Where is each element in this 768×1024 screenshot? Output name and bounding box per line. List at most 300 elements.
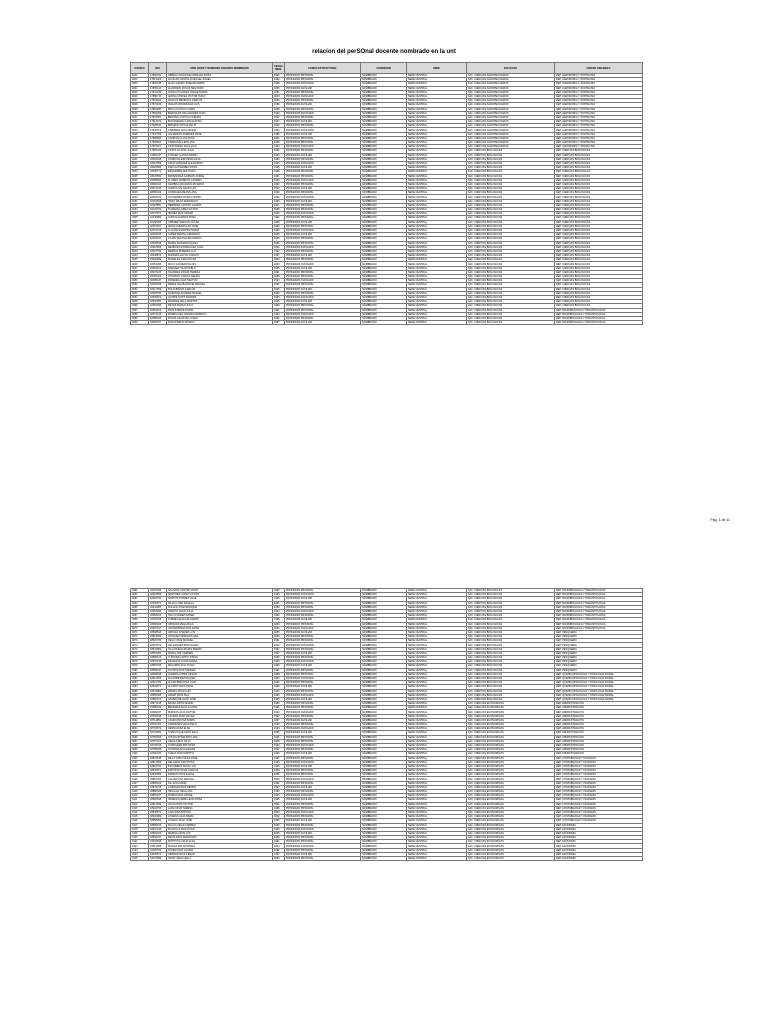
table-cell: 1988	[273, 141, 285, 145]
table-cell: 0072	[131, 635, 149, 639]
table-cell: PROFESOR PRINCIPAL	[285, 141, 361, 145]
table-cell: NOMBRADO	[361, 656, 407, 660]
table-cell: FAC. CIENCIAS AGROPECUARIAS	[467, 78, 555, 82]
table-cell: PROFESOR PRINCIPAL	[285, 270, 361, 274]
table-cell: PROFESOR ASOCIADO	[285, 178, 361, 182]
table-cell: 1993	[273, 228, 285, 232]
table-cell: DEP. ECONOMIA	[555, 848, 643, 852]
table-cell: FAC. CIENCIAS BIOLOGICAS	[467, 237, 555, 241]
table-cell: NOMBRADO	[361, 614, 407, 618]
table-cell: 0120	[131, 836, 149, 840]
table-cell: SEDE CENTRAL	[407, 781, 467, 785]
table-cell: NOMBRADO	[361, 785, 407, 789]
table-cell: 18587326	[149, 664, 167, 668]
page-number: Pag. 1 de 11	[710, 518, 730, 522]
table-cell: DEP. ECONOMIA	[555, 836, 643, 840]
table-cell: HUAMAN LOPEZ VICTOR	[167, 208, 273, 212]
table-cell: 18609548	[149, 672, 167, 676]
table-cell: 18733871	[149, 727, 167, 731]
table-cell: NOMBRADO	[361, 132, 407, 136]
table-cell: PROFESOR PRINCIPAL	[285, 802, 361, 806]
table-cell: SEDE CENTRAL	[407, 90, 467, 94]
table-cell: 18610659	[149, 676, 167, 680]
table-cell: 1989	[273, 170, 285, 174]
table-cell: DEP. MICROBIOLOGIA Y PARASITOLOGIA	[555, 312, 643, 316]
table-cell: PROFESOR PRINCIPAL	[285, 672, 361, 676]
table-cell: 1995	[273, 233, 285, 237]
table-cell: 17969904	[149, 141, 167, 145]
table-cell: 0065	[131, 605, 149, 609]
table-cell: NOMBRADO	[361, 790, 407, 794]
table-cell: 18621760	[149, 681, 167, 685]
table-cell: AZABACHE LEON JOSE	[167, 697, 273, 701]
table-cell: 0060	[131, 321, 149, 325]
table-cell: 0102	[131, 760, 149, 764]
table-cell: PROFESOR PRINCIPAL	[285, 258, 361, 262]
table-cell: NOMBRADO	[361, 777, 407, 781]
table-cell: DEP. CIENCIAS BIOLOGICAS	[555, 287, 643, 291]
table-cell: PROFESOR PRINCIPAL	[285, 216, 361, 220]
table-cell: 0122	[131, 844, 149, 848]
table-cell: 1992	[273, 647, 285, 651]
table-cell: 0037	[131, 224, 149, 228]
table-cell: DEP. CIENCIAS BIOLOGICAS	[555, 245, 643, 249]
table-cell: NOMBRADO	[361, 647, 407, 651]
table-cell: SEDE CENTRAL	[407, 228, 467, 232]
table-cell: VELASQUEZ RIOS ELENA	[167, 643, 273, 647]
table-cell: SEDE CENTRAL	[407, 760, 467, 764]
table-cell: NOMBRADO	[361, 212, 407, 216]
table-cell: 0045	[131, 258, 149, 262]
table-cell: FAC. CIENCIAS ECONOMICAS	[467, 819, 555, 823]
table-cell: 1990	[273, 258, 285, 262]
table-cell: GARCIA SALAZAR LUIS	[167, 187, 273, 191]
table-cell: NOMBRADO	[361, 806, 407, 810]
table-cell: SEDE CENTRAL	[407, 609, 467, 613]
table-cell: 18047882	[149, 174, 167, 178]
table-cell: FAC. CIENCIAS BIOLOGICAS	[467, 651, 555, 655]
table-cell: 1990	[273, 823, 285, 827]
table-cell: PROFESOR ASOCIADO	[285, 195, 361, 199]
table-cell: 0013	[131, 124, 149, 128]
table-cell: 17881190	[149, 107, 167, 111]
table-cell: 1989	[273, 237, 285, 241]
table-cell: FAC. CIENCIAS BIOLOGICAS	[467, 589, 555, 593]
table-cell: 18082326	[149, 191, 167, 195]
table-cell: 18036771	[149, 170, 167, 174]
table-cell: PROFESOR PRINCIPAL	[285, 714, 361, 718]
table-cell: DEP. CIENCIAS BIOLOGICAS	[555, 199, 643, 203]
table-cell: SEDE CENTRAL	[407, 224, 467, 228]
table-cell: PROFESOR PRINCIPAL	[285, 170, 361, 174]
table-cell: 1995	[273, 86, 285, 90]
table-cell: FAC. CIENCIAS AGROPECUARIAS	[467, 90, 555, 94]
table-cell: SEDE CENTRAL	[407, 316, 467, 320]
table-cell: 18441982	[149, 605, 167, 609]
table-cell: FAC. CIENCIAS BIOLOGICAS	[467, 668, 555, 672]
table-cell: NOMBRADO	[361, 187, 407, 191]
table-cell: 0104	[131, 769, 149, 773]
table-cell: 18251093	[149, 262, 167, 266]
table-cell: DEP. ECONOMIA	[555, 844, 643, 848]
table-cell: TELLO PEREZ DANIEL	[167, 614, 273, 618]
table-cell: NOMBRADO	[361, 697, 407, 701]
table-cell: FAC. CIENCIAS BIOLOGICAS	[467, 676, 555, 680]
table-cell: 18935871	[149, 810, 167, 814]
table-cell: 18756093	[149, 735, 167, 739]
table-cell: 18992437	[149, 836, 167, 840]
table-cell: 18801548	[149, 756, 167, 760]
table-cell: FAC. CIENCIAS BIOLOGICAS	[467, 685, 555, 689]
table-cell: 0046	[131, 262, 149, 266]
table-cell: 17835124	[149, 86, 167, 90]
table-cell: NOMBRADO	[361, 676, 407, 680]
table-cell: ACOSTA RUIZ SANDRA	[167, 668, 273, 672]
table-cell: ESPINOZA RIOS CARLOS	[167, 769, 273, 773]
table-cell: DEP. CIENCIAS BIOLOGICAS	[555, 300, 643, 304]
table-cell: PROFESOR ASOCIADO	[285, 161, 361, 165]
table-cell: 1997	[273, 852, 285, 856]
table-cell: NOMBRADO	[361, 798, 407, 802]
table-cell: 0079	[131, 664, 149, 668]
table-cell: SEDE CENTRAL	[407, 794, 467, 798]
table-cell: FAC. CIENCIAS ECONOMICAS	[467, 836, 555, 840]
table-cell: NOMBRADO	[361, 111, 407, 115]
table-cell: PROFESOR AUXILIAR	[285, 266, 361, 270]
table-cell: NOMBRADO	[361, 668, 407, 672]
table-cell: CRUZ VASQUEZ ALEJANDRO	[167, 161, 273, 165]
table-cell: BRICEÑO ROJAS FELIX	[167, 124, 273, 128]
table-cell: 0083	[131, 681, 149, 685]
table-cell: 18880326	[149, 790, 167, 794]
table-cell: NOMBRADO	[361, 266, 407, 270]
table-cell: 17936671	[149, 128, 167, 132]
table-cell: NOMBRADO	[361, 228, 407, 232]
table-cell: FAC. CIENCIAS BIOLOGICAS	[467, 681, 555, 685]
table-cell: DEP. QUIMICA BIOLOGICA Y FISIOLOGIA ANIMAL	[555, 681, 643, 685]
table-cell: DEP. CIENCIAS BIOLOGICAS	[555, 224, 643, 228]
table-cell: AGREDA LOPEZ CESAR	[167, 672, 273, 676]
table-cell: 1994	[273, 743, 285, 747]
table-cell: 1990	[273, 157, 285, 161]
table-cell: DEP. CIENCIAS BIOLOGICAS	[555, 174, 643, 178]
table-cell: 0063	[131, 597, 149, 601]
table-cell: 1989	[273, 836, 285, 840]
table-cell: 18823760	[149, 764, 167, 768]
table-cell: FAC. CIENCIAS BIOLOGICAS	[467, 254, 555, 258]
table-cell: PROFESOR ASOCIADO	[285, 643, 361, 647]
table-cell: FAC. CIENCIAS BIOLOGICAS	[467, 241, 555, 245]
table-cell: PROFESOR PRINCIPAL	[285, 635, 361, 639]
table-cell: 1995	[273, 300, 285, 304]
table-cell: NOMBRADO	[361, 848, 407, 852]
table-cell: FAC. CIENCIAS ECONOMICAS	[467, 735, 555, 739]
table-cell: 18722760	[149, 723, 167, 727]
table-cell: 0010	[131, 111, 149, 115]
table-cell: DEP. CIENCIAS BIOLOGICAS	[555, 258, 643, 262]
table-cell: DEP. PESQUERIA	[555, 660, 643, 664]
table-cell: SEDE CENTRAL	[407, 819, 467, 823]
table-cell: PROFESOR ASOCIADO	[285, 82, 361, 86]
table-cell: SEDE CENTRAL	[407, 254, 467, 258]
table-cell: DEP. PESQUERIA	[555, 651, 643, 655]
table-cell: FAC. CIENCIAS BIOLOGICAS	[467, 233, 555, 237]
table-cell: 1993	[273, 94, 285, 98]
table-cell: NOMBRADO	[361, 270, 407, 274]
table-cell: SEDE CENTRAL	[407, 149, 467, 153]
table-cell: 17903381	[149, 115, 167, 119]
table-cell: 0113	[131, 806, 149, 810]
table-cell: PROFESOR PRINCIPAL	[285, 605, 361, 609]
table-cell: 1996	[273, 287, 285, 291]
table-cell: 1991	[273, 241, 285, 245]
table-cell: DEP. MICROBIOLOGIA Y PARASITOLOGIA	[555, 597, 643, 601]
table-cell: DEP. AGRONOMIA Y ZOOTECNIA	[555, 74, 643, 78]
table-cell: 1989	[273, 769, 285, 773]
table-cell: MALCA VEGA CARMEN	[167, 823, 273, 827]
table-cell: PROFESOR ASOCIADO	[285, 245, 361, 249]
table-cell: NOMBRADO	[361, 258, 407, 262]
table-cell: NOMBRADO	[361, 275, 407, 279]
column-header: CONDICION	[361, 63, 407, 74]
table-cell: DEP. CIENCIAS BIOLOGICAS	[555, 161, 643, 165]
table-cell: DEP. ECONOMIA	[555, 840, 643, 844]
table-cell: 18519659	[149, 635, 167, 639]
table-cell: SEDE CENTRAL	[407, 195, 467, 199]
table-cell: SEDE CENTRAL	[407, 769, 467, 773]
table-cell: FAC. CIENCIAS AGROPECUARIAS	[467, 103, 555, 107]
table-cell: FAC. CIENCIAS AGROPECUARIAS	[467, 128, 555, 132]
table-cell: DEP. ECONOMIA	[555, 831, 643, 835]
table-cell: DEP. MICROBIOLOGIA Y PARASITOLOGIA	[555, 605, 643, 609]
table-cell: PROFESOR AUXILIAR	[285, 785, 361, 789]
table-cell: SEDE CENTRAL	[407, 823, 467, 827]
table-cell: PROFESOR PRINCIPAL	[285, 756, 361, 760]
table-cell: 1991	[273, 735, 285, 739]
table-cell: GUEVARA RUIZ PEDRO	[167, 785, 273, 789]
table-cell: 1994	[273, 178, 285, 182]
table-cell: HARO MEJIA FERNANDO	[167, 199, 273, 203]
table-cell: 1995	[273, 266, 285, 270]
table-cell: LOPEZ MEDINA ARMANDO	[167, 233, 273, 237]
table-cell: PROFESOR AUXILIAR	[285, 819, 361, 823]
table-cell: FAC. CIENCIAS BIOLOGICAS	[467, 279, 555, 283]
table-cell: FAC. CIENCIAS BIOLOGICAS	[467, 639, 555, 643]
table-cell: NOMBRADO	[361, 769, 407, 773]
table-cell: PROFESOR AUXILIAR	[285, 187, 361, 191]
table-cell: REYES BAZAN JULIO	[167, 304, 273, 308]
table-cell: FAC. CIENCIAS ECONOMICAS	[467, 848, 555, 852]
table-cell: 1996	[273, 103, 285, 107]
table-cell: DEP. CONTABILIDAD Y FINANZAS	[555, 790, 643, 794]
table-cell: 0047	[131, 266, 149, 270]
table-cell: SEDE CENTRAL	[407, 614, 467, 618]
table-cell: NOMBRADO	[361, 739, 407, 743]
table-cell: SEDE CENTRAL	[407, 145, 467, 149]
table-cell: 0041	[131, 241, 149, 245]
table-cell: FAC. CIENCIAS BIOLOGICAS	[467, 161, 555, 165]
table-cell: 1989	[273, 635, 285, 639]
table-cell: FAC. CIENCIAS ECONOMICAS	[467, 857, 555, 861]
table-cell: 0044	[131, 254, 149, 258]
table-cell: 18172215	[149, 228, 167, 232]
table-cell: 1996	[273, 819, 285, 823]
table-cell: FAC. CIENCIAS BIOLOGICAS	[467, 316, 555, 320]
table-cell: ESQUERRE PAZ HUGO	[167, 170, 273, 174]
table-cell: PEREZ AZAHUANCHE MANUEL	[167, 283, 273, 287]
table-cell: VARGAS CHAVEZ LUIS	[167, 630, 273, 634]
table-cell: 18003448	[149, 157, 167, 161]
table-cell: 1996	[273, 752, 285, 756]
table-cell: NOMBRADO	[361, 781, 407, 785]
table-cell: PROFESOR PRINCIPAL	[285, 275, 361, 279]
table-cell: NOMBRADO	[361, 195, 407, 199]
table-cell: PROFESOR PRINCIPAL	[285, 78, 361, 82]
table-cell: 18677215	[149, 702, 167, 706]
table-cell: NOMBRADO	[361, 752, 407, 756]
table-cell: 18339871	[149, 295, 167, 299]
table-cell: PROFESOR AUXILIAR	[285, 831, 361, 835]
table-cell: 0103	[131, 764, 149, 768]
table-cell: ARANA CHAVEZ VICTOR HUGO	[167, 94, 273, 98]
table-cell: ALVA LAZARO JOSE EDUARDO	[167, 82, 273, 86]
table-cell: FAC. CIENCIAS BIOLOGICAS	[467, 295, 555, 299]
table-cell: 0050	[131, 279, 149, 283]
table-cell: JIMENEZ VARGAS OSCAR	[167, 220, 273, 224]
table-cell: 18767104	[149, 739, 167, 743]
table-cell: NOMBRADO	[361, 630, 407, 634]
table-cell: 1994	[273, 145, 285, 149]
table-cell: PROFESOR AUXILIAR	[285, 120, 361, 124]
table-cell: PROFESOR ASOCIADO	[285, 279, 361, 283]
table-cell: 0078	[131, 660, 149, 664]
table-cell: 1995	[273, 199, 285, 203]
table-cell: NOMBRADO	[361, 203, 407, 207]
table-cell: SEDE CENTRAL	[407, 99, 467, 103]
table-cell: PROFESOR PRINCIPAL	[285, 124, 361, 128]
table-cell: NOMBRADO	[361, 321, 407, 325]
table-cell: PROFESOR PRINCIPAL	[285, 241, 361, 245]
table-cell: NOMBRADO	[361, 760, 407, 764]
table-cell: SEDE CENTRAL	[407, 844, 467, 848]
table-cell: NOMBRADO	[361, 660, 407, 664]
table-cell: 18958093	[149, 819, 167, 823]
table-cell: NOMBRADO	[361, 94, 407, 98]
table-cell: SEDE CENTRAL	[407, 777, 467, 781]
table-cell: 18205548	[149, 241, 167, 245]
table-cell: 18183326	[149, 233, 167, 237]
table-cell: 1996	[273, 220, 285, 224]
table-cell: PROFESOR ASOCIADO	[285, 609, 361, 613]
table-cell: 0031	[131, 199, 149, 203]
table-cell: DEP. ADMINISTRACION	[555, 743, 643, 747]
table-cell: PROFESOR PRINCIPAL	[285, 857, 361, 861]
table-cell: SEDE CENTRAL	[407, 710, 467, 714]
table-cell: OTINIANO GARCIA NELIDA	[167, 275, 273, 279]
table-cell: 18520760	[149, 639, 167, 643]
table-cell: SEDE CENTRAL	[407, 593, 467, 597]
table-cell: 0016	[131, 136, 149, 140]
table-cell: NOMBRADO	[361, 664, 407, 668]
table-cell: SEDE CENTRAL	[407, 810, 467, 814]
table-cell: 0123	[131, 848, 149, 852]
table-cell: 0056	[131, 304, 149, 308]
table-cell: 0042	[131, 245, 149, 249]
table-cell: FAC. CIENCIAS ECONOMICAS	[467, 794, 555, 798]
table-cell: DEP. AGRONOMIA Y ZOOTECNIA	[555, 120, 643, 124]
table-cell: 0066	[131, 609, 149, 613]
table-cell: FAC. CIENCIAS BIOLOGICAS	[467, 622, 555, 626]
table-cell: 0112	[131, 802, 149, 806]
table-cell: RUIZ ESPEJO MARCO	[167, 321, 273, 325]
table-cell: 18014559	[149, 161, 167, 165]
table-cell: NOMBRADO	[361, 815, 407, 819]
table-cell: DEP. ADMINISTRACION	[555, 735, 643, 739]
table-cell: PROFESOR AUXILIAR	[285, 132, 361, 136]
table-cell: DEP. CIENCIAS BIOLOGICAS	[555, 153, 643, 157]
table-cell: FAC. CIENCIAS BIOLOGICAS	[467, 174, 555, 178]
table-cell: 1990	[273, 689, 285, 693]
table-cell: NOMBRADO	[361, 103, 407, 107]
table-cell: FAC. CIENCIAS BIOLOGICAS	[467, 208, 555, 212]
table-cell: FAC. CIENCIAS BIOLOGICAS	[467, 182, 555, 186]
table-cell: 0084	[131, 685, 149, 689]
table-cell: 1997	[273, 785, 285, 789]
table-cell: 1988	[273, 208, 285, 212]
table-cell: DEP. CIENCIAS BIOLOGICAS	[555, 262, 643, 266]
table-cell: 1993	[273, 128, 285, 132]
table-cell: 0071	[131, 630, 149, 634]
table-cell: PROFESOR PRINCIPAL	[285, 647, 361, 651]
table-cell: FAC. CIENCIAS ECONOMICAS	[467, 798, 555, 802]
table-cell: LOZANO RUIZ JOSE	[167, 819, 273, 823]
table-cell: NOMBRADO	[361, 618, 407, 622]
table-cell: DEP. PESQUERIA	[555, 639, 643, 643]
table-cell: LINARES ALVA MARIA	[167, 815, 273, 819]
table-cell: SEDE CENTRAL	[407, 107, 467, 111]
table-cell: 1996	[273, 618, 285, 622]
table-cell: 1990	[273, 224, 285, 228]
table-cell: SEDE CENTRAL	[407, 739, 467, 743]
table-cell: NOMBRADO	[361, 120, 407, 124]
table-cell: DEP. AGRONOMIA Y ZOOTECNIA	[555, 94, 643, 98]
table-cell: FAC. CIENCIAS BIOLOGICAS	[467, 593, 555, 597]
table-cell: DEP. CONTABILIDAD Y FINANZAS	[555, 806, 643, 810]
table-cell: PROFESOR ASOCIADO	[285, 794, 361, 798]
table-cell: SEDE CENTRAL	[407, 731, 467, 735]
table-cell: SEDE CENTRAL	[407, 321, 467, 325]
table-cell: 1992	[273, 283, 285, 287]
table-cell: SEDE CENTRAL	[407, 668, 467, 672]
table-cell: NOMBRADO	[361, 819, 407, 823]
table-cell: 0114	[131, 810, 149, 814]
table-cell: SEDE CENTRAL	[407, 840, 467, 844]
table-cell: DEP. CIENCIAS BIOLOGICAS	[555, 237, 643, 241]
table-cell: PROFESOR PRINCIPAL	[285, 769, 361, 773]
table-cell: NOMBRADO	[361, 124, 407, 128]
table-cell: FAC. CIENCIAS AGROPECUARIAS	[467, 141, 555, 145]
table-cell: 0014	[131, 128, 149, 132]
table-cell: ZAVALETA LUJAN MARIA	[167, 660, 273, 664]
table-cell: NOMBRADO	[361, 593, 407, 597]
table-cell: NOMBRADO	[361, 844, 407, 848]
table-cell: DEP. CONTABILIDAD Y FINANZAS	[555, 764, 643, 768]
table-cell: 1993	[273, 794, 285, 798]
table-cell: PROFESOR PRINCIPAL	[285, 689, 361, 693]
table-cell: DEP. PESQUERIA	[555, 643, 643, 647]
table-cell: FAC. CIENCIAS ECONOMICAS	[467, 702, 555, 706]
table-cell: 0097	[131, 739, 149, 743]
